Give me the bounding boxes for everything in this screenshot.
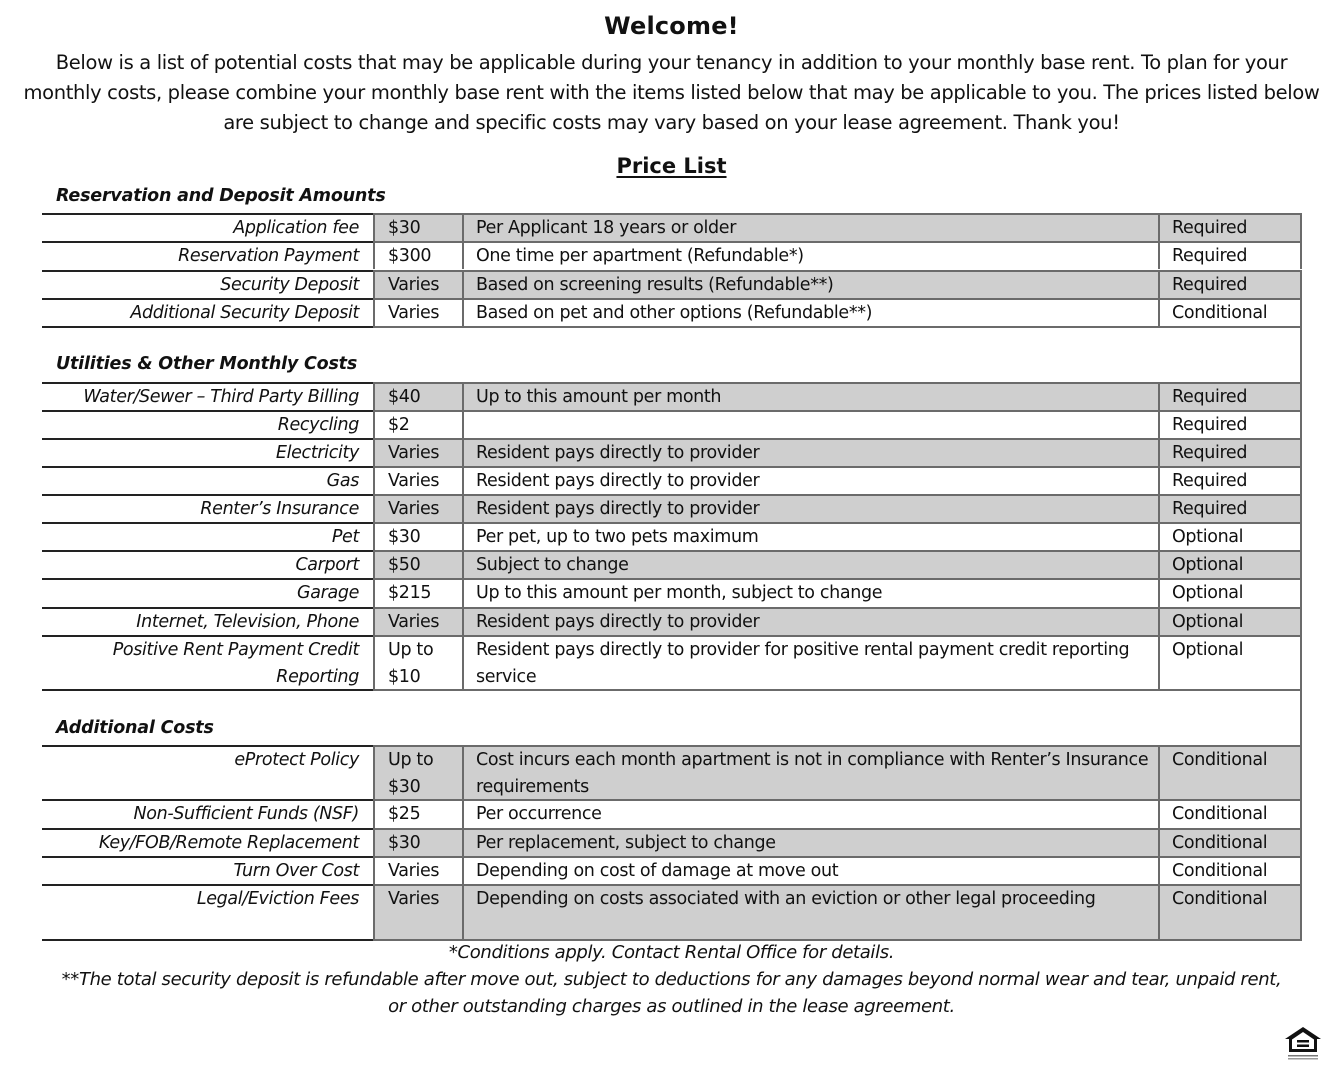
equal-housing-opportunity-icon [1283, 1024, 1323, 1064]
table-row-internet-television-phone [42, 607, 1302, 635]
cost-description: Resident pays directly to provider [462, 438, 1158, 466]
cost-status: Conditional [1158, 856, 1302, 884]
table-right-border [1300, 326, 1302, 382]
table-row-additional-security-deposit [42, 298, 1302, 326]
footnote-security-deposit: **The total security deposit is refundable after move out, subject to deductions for any damages beyond normal wear and tear, unpaid rent, or other outstanding charges as outlined in the lease agreement. [61, 969, 1282, 1017]
cost-item-label: Recycling [42, 410, 373, 438]
table-row-recycling [42, 410, 1302, 438]
cost-description: Resident pays directly to provider [462, 494, 1158, 522]
table-row-gas [42, 466, 1302, 494]
cost-amount: $300 [373, 241, 462, 269]
cost-item-label: Water/Sewer – Third Party Billing [42, 382, 373, 410]
cost-item-label: Legal/Eviction Fees [42, 884, 373, 939]
cost-amount: Varies [373, 466, 462, 494]
page-title: Welcome! [604, 12, 739, 40]
cost-status: Required [1158, 270, 1302, 298]
cost-status: Required [1158, 213, 1302, 241]
table-row-garage [42, 578, 1302, 607]
cost-item-label: eProtect Policy [42, 745, 373, 799]
cost-item-label: Additional Security Deposit [42, 298, 373, 326]
cost-status: Optional [1158, 522, 1302, 550]
cost-amount: $2 [373, 410, 462, 438]
cost-item-label: Garage [42, 578, 373, 607]
cost-description: Up to this amount per month, subject to change [462, 578, 1158, 607]
table-row-non-sufficient-funds-nsf [42, 799, 1302, 828]
table-row-application-fee [42, 213, 1302, 241]
cost-description: Based on screening results (Refundable**) [462, 270, 1158, 298]
cost-amount: $25 [373, 799, 462, 828]
cost-description: Based on pet and other options (Refundable**) [462, 298, 1158, 326]
cost-amount: $30 [373, 828, 462, 856]
cost-status: Conditional [1158, 745, 1302, 799]
cost-description: Depending on cost of damage at move out [462, 856, 1158, 884]
intro-paragraph: Below is a list of potential costs that may be applicable during your tenancy in addition to your monthly base rent. To plan for your monthly costs, please combine your monthly base rent with the items listed below that may be applicable to you. The prices listed below are subject to change and specific costs may vary based on your lease agreement. Thank you! [23, 51, 1320, 134]
cost-status: Required [1158, 466, 1302, 494]
section-heading-reservation: Reservation and Deposit Amounts [56, 186, 386, 206]
cost-item-label: Security Deposit [42, 270, 373, 298]
footnote-conditions: *Conditions apply. Contact Rental Office for details. [448, 942, 895, 963]
cost-amount: Varies [373, 438, 462, 466]
cost-amount: Varies [373, 270, 462, 298]
table-row-eprotect-policy [42, 745, 1302, 799]
cost-amount: Up to $30 [373, 745, 462, 799]
cost-amount: Varies [373, 884, 462, 939]
table-row-turn-over-cost [42, 856, 1302, 884]
section-heading-additional: Additional Costs [56, 718, 214, 738]
cost-item-label: Application fee [42, 213, 373, 241]
cost-status: Optional [1158, 635, 1302, 689]
cost-status: Required [1158, 438, 1302, 466]
cost-status: Optional [1158, 607, 1302, 635]
cost-status: Optional [1158, 578, 1302, 607]
cost-item-label: Non-Sufficient Funds (NSF) [42, 799, 373, 828]
cost-item-label: Pet [42, 522, 373, 550]
cost-amount: $30 [373, 213, 462, 241]
cost-status: Required [1158, 494, 1302, 522]
cost-amount: $215 [373, 578, 462, 607]
cost-item-label: Carport [42, 550, 373, 578]
cost-description: Resident pays directly to provider [462, 607, 1158, 635]
cost-description [462, 410, 1158, 438]
table-row-electricity [42, 438, 1302, 466]
section-bottom-rule [42, 689, 373, 691]
cost-status: Required [1158, 241, 1302, 269]
table-row-legal-eviction-fees [42, 884, 1302, 939]
cost-description: Per replacement, subject to change [462, 828, 1158, 856]
cost-item-label: Renter’s Insurance [42, 494, 373, 522]
cost-description: Subject to change [462, 550, 1158, 578]
cost-description: Per pet, up to two pets maximum [462, 522, 1158, 550]
cost-description: Depending on costs associated with an eviction or other legal proceeding [462, 884, 1158, 939]
cost-status: Conditional [1158, 828, 1302, 856]
table-row-positive-rent-payment-credit-reporting [42, 635, 1302, 689]
price-list-heading: Price List [616, 154, 727, 178]
table-row-water-sewer-third-party-billing [42, 382, 1302, 410]
cost-item-label: Internet, Television, Phone [42, 607, 373, 635]
section-bottom-rule [42, 326, 373, 328]
table-row-key-fob-remote-replacement [42, 828, 1302, 856]
table-row-renter-s-insurance [42, 494, 1302, 522]
cost-description: Per Applicant 18 years or older [462, 213, 1158, 241]
cost-status: Required [1158, 382, 1302, 410]
cost-description: One time per apartment (Refundable*) [462, 241, 1158, 269]
table-row-security-deposit [42, 270, 1302, 298]
table-right-border [1300, 689, 1302, 745]
cost-status: Optional [1158, 550, 1302, 578]
cost-item-label: Turn Over Cost [42, 856, 373, 884]
cost-item-label: Key/FOB/Remote Replacement [42, 828, 373, 856]
cost-amount: $50 [373, 550, 462, 578]
cost-status: Required [1158, 410, 1302, 438]
table-row-carport [42, 550, 1302, 578]
cost-description: Per occurrence [462, 799, 1158, 828]
table-row-reservation-payment [42, 241, 1302, 269]
cost-amount: Varies [373, 494, 462, 522]
table-row-pet [42, 522, 1302, 550]
cost-amount: $30 [373, 522, 462, 550]
grid-bottom-rule [373, 689, 1302, 691]
cost-description: Resident pays directly to provider for positive rental payment credit reporting service [462, 635, 1158, 689]
cost-status: Conditional [1158, 884, 1302, 939]
cost-description: Resident pays directly to provider [462, 466, 1158, 494]
cost-amount: Varies [373, 607, 462, 635]
cost-description: Cost incurs each month apartment is not in compliance with Renter’s Insurance requirements [462, 745, 1158, 799]
cost-amount: $40 [373, 382, 462, 410]
grid-bottom-rule [373, 326, 1302, 328]
cost-item-label: Positive Rent Payment Credit Reporting [42, 635, 373, 689]
cost-amount: Varies [373, 298, 462, 326]
cost-item-label: Reservation Payment [42, 241, 373, 269]
section-heading-utilities: Utilities & Other Monthly Costs [56, 354, 358, 374]
cost-item-label: Electricity [42, 438, 373, 466]
cost-item-label: Gas [42, 466, 373, 494]
cost-status: Conditional [1158, 298, 1302, 326]
cost-status: Conditional [1158, 799, 1302, 828]
cost-amount: Varies [373, 856, 462, 884]
cost-amount: Up to $10 [373, 635, 462, 689]
cost-description: Up to this amount per month [462, 382, 1158, 410]
